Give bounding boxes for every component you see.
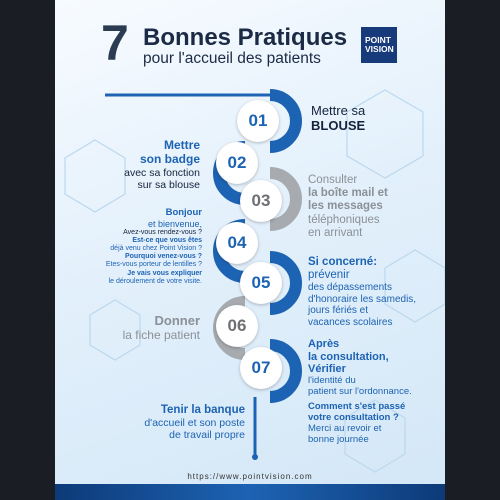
step-04-circle: 04 [216,222,258,264]
step-04-text: Bonjour et bienvenue, Avez-vous rendez-vous ? Est-ce que vous êtes déjà venu chez Point Vision ? Pourquoi venez-vous ? Etes-vous porteur de lentilles ? Je vais vous expliquer le déroulement de votre visite. [105,207,202,285]
step-02-circle: 02 [216,142,258,184]
step-01-text: Mettre sa BLOUSE [311,103,366,133]
page-subtitle: pour l'accueil des patients [143,50,321,67]
infographic-poster [55,0,445,500]
logo-line-1: POINT [365,34,391,45]
logo-line-2: VISION [365,44,394,54]
step-03-circle: 03 [240,180,282,222]
step-07-circle: 07 [240,347,282,389]
step-05-text: Si concerné: prévenir des dépassements d'honoraire les samedis, jours fériés et vacances scolaires [308,256,417,328]
title-number: 7 [101,15,129,71]
page-title: Bonnes Pratiques [143,24,348,51]
path-end-dot [252,454,258,460]
step-07-text: Après la consultation, Vérifier l'identité du patient sur l'ordonnance. Comment s'est passé votre consultation ? Merci au revoir et bonne journée [308,338,412,445]
step-03-text: Consulter la boîte mail et les messages téléphoniques en arrivant [308,174,388,239]
end-step-text: Tenir la banque d'accueil et son poste de travail propre [144,404,245,442]
step-06-text: Donner la fiche patient [122,313,200,342]
step-06-circle: 06 [216,305,258,347]
step-05-circle: 05 [240,262,282,304]
footer-url[interactable]: https://www.pointvision.com [187,472,313,481]
step-02-text: Mettre son badge avec sa fonction sur sa blouse [124,138,200,191]
step-01-circle: 01 [237,100,279,142]
footer-bar [55,484,445,500]
